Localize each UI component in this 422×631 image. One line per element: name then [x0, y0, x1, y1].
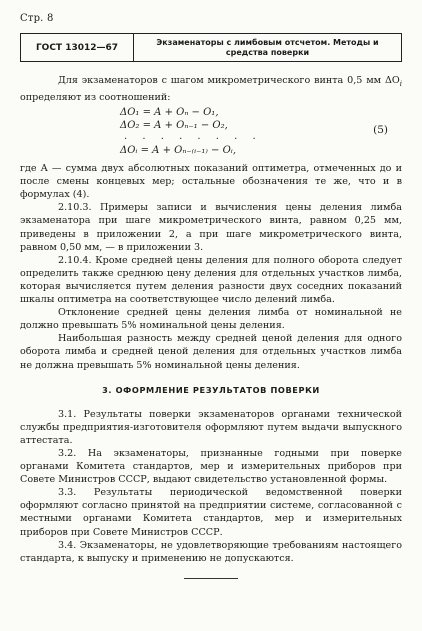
formula-5: [20, 104, 402, 162]
paragraph-deviation: Отклонение средней цены деления лимба от номинальной не должно превышать 5% номинальной цены деления.: [20, 307, 402, 332]
page-number: Стр. 8: [20, 13, 54, 24]
intro-paragraph: [20, 74, 402, 104]
paragraph-3-2: 3.2. На экзаменаторы, признанные годными при поверке органами Комитета стандартов, мер и измерительных приборов при Совете Министров СССР, выдают свидетельство установленной формы.: [20, 447, 402, 486]
formula-number: (5): [373, 124, 388, 137]
formula-line-1: ΔO₁ = A + Oₙ − O₁,: [120, 107, 219, 119]
formula-line-3: ΔOᵢ = A + Oₙ₋₍ᵢ₋₁₎ − Oᵢ,: [120, 145, 236, 157]
paragraph-max-difference: Наибольшая разность между средней ценой деления для одного оборота лимба и средней ценой деления для отдельных участков лимба не должна превышать 5% номинальной цены деления.: [20, 333, 402, 371]
end-rule: [184, 578, 238, 579]
paragraph-2-10-4: 2.10.4. Кроме средней цены деления для полного оборота следует определить также среднюю цену деления для отдельных участков лимба, которая вычисляется путем деления разности двух соседних показаний шкалы оптиметра на соответствующее число делений лимба.: [20, 254, 402, 306]
paragraph-3-3: 3.3. Результаты периодической ведомственной поверки оформляют согласно принятой на предприятии системе, согласованной с местными органами Комитета стандартов, мер и измерительных приборов при Совете Министров СССР.: [20, 487, 402, 538]
paragraph-3-4: 3.4. Экзаменаторы, не удовлетворяющие требованиям настоящего стандарта, к выпуску и применению не допускаются.: [20, 539, 402, 564]
paragraph-3-1: 3.1. Результаты поверки экзаменаторов органами технической службы предприятия-изготовителя оформляют путем выдачи выпускного аттестата.: [20, 408, 402, 446]
standard-number: ГОСТ 13012—67: [21, 34, 134, 61]
header-title: Экзаменаторы с лимбовым отсчетом. Методы и средства поверки: [156, 37, 379, 57]
intro-tail: определяют из соотношений:: [20, 92, 171, 103]
paragraph-2-10-3: 2.10.3. Примеры записи и вычисления цены деления лимба экзаменатора при шаге микрометрического винта, равном 0,25 мм, приведены в приложении 2, а при шаге микрометрического винта, равном 0,50 мм, — в приложении 3.: [20, 202, 402, 253]
section-3-title: 3. ОФОРМЛЕНИЕ РЕЗУЛЬТАТОВ ПОВЕРКИ: [102, 384, 320, 395]
where-paragraph: где A — сумма двух абсолютных показаний оптиметра, отмеченных до и после смены концевых мер; остальные обозначения те же, что и в формулах (4).: [20, 163, 402, 201]
formula-line-2: ΔO₂ = A + Oₙ₋₁ − O₂,: [120, 120, 228, 132]
document-header: [20, 33, 402, 62]
formula-ellipsis: . . . . . . . .: [124, 131, 262, 143]
document-body: [20, 74, 402, 579]
intro-text: Для экзаменаторов с шагом микрометрического винта 0,5 мм ΔO: [58, 75, 400, 86]
intro-subscript: i: [399, 79, 402, 88]
